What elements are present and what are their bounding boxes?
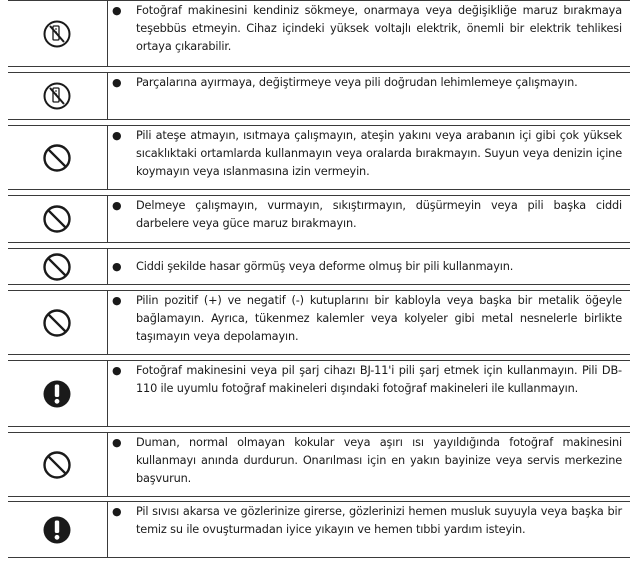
warning-text-block bbox=[112, 434, 622, 488]
warning-text: Fotoğraf makinesini veya pil şarj cihazı BJ-11'i pili şarj etmek için kullanmayın. Pili DB-110 ile uyumlu fotoğraf makineleri dışındaki fotoğraf makineleri ile kullanmayın. bbox=[136, 364, 622, 395]
bullet-point: ● bbox=[112, 436, 122, 449]
column-divider bbox=[107, 73, 108, 119]
no-disassembly-icon bbox=[8, 73, 106, 119]
column-divider bbox=[107, 249, 108, 284]
warning-text: Ciddi şekilde hasar görmüş veya deforme olmuş bir pili kullanmayın. bbox=[136, 260, 514, 273]
bullet-point: ● bbox=[112, 294, 122, 307]
column-divider bbox=[107, 433, 108, 496]
warning-text: Pil sıvısı akarsa ve gözlerinize girerse, gözlerinizi hemen musluk suyuyla veya başka bir temiz su ile ovuşturmadan iyice yıkayın ve hemen tıbbi yardım isteyin. bbox=[136, 505, 622, 536]
column-divider bbox=[107, 196, 108, 242]
warning-text: Delmeye çalışmayın, vurmayın, sıkıştırmayın, düşürmeyin veya pili başka ciddi darbelere veya güce maruz bırakmayın. bbox=[136, 199, 622, 230]
prohibited-icon bbox=[8, 249, 106, 284]
bullet-point: ● bbox=[112, 199, 122, 212]
warning-text-block bbox=[112, 292, 622, 346]
warning-row bbox=[8, 360, 630, 427]
bullet-point: ● bbox=[112, 76, 122, 89]
column-divider bbox=[107, 126, 108, 189]
column-divider bbox=[107, 1, 108, 66]
warning-text: Parçalarına ayırmaya, değiştirmeye veya pili doğrudan lehimlemeye çalışmayın. bbox=[136, 76, 578, 89]
warning-row bbox=[8, 290, 630, 355]
warning-row bbox=[8, 432, 630, 497]
mandatory-action-icon bbox=[8, 361, 106, 426]
prohibited-icon bbox=[8, 291, 106, 354]
warning-row bbox=[8, 195, 630, 243]
warning-text-block bbox=[112, 362, 622, 398]
warning-row bbox=[8, 248, 630, 285]
warning-text: Fotoğraf makinesini kendiniz sökmeye, onarmaya veya değişikliğe maruz bırakmaya teşebbüs etmeyin. Cihaz içindeki yüksek voltajlı elektrik, önemli bir elektrik tehlikesi ortaya çıkarabilir. bbox=[136, 4, 622, 53]
warning-row bbox=[8, 0, 630, 67]
warning-text-block bbox=[112, 2, 622, 56]
warning-row bbox=[8, 125, 630, 190]
warning-text: Duman, normal olmayan kokular veya aşırı ısı yayıldığında fotoğraf makinesini kullanmayı anında durdurun. Onarılması için en yakın bayinize veya servis merkezine başvurun. bbox=[136, 436, 622, 485]
warning-row bbox=[8, 72, 630, 120]
mandatory-action-icon bbox=[8, 502, 106, 557]
warning-text-block bbox=[112, 127, 622, 181]
warning-text-block bbox=[112, 74, 622, 92]
bullet-point: ● bbox=[112, 505, 122, 518]
warning-text: Pili ateşe atmayın, ısıtmaya çalışmayın, ateşin yakını veya arabanın içi gibi çok yüksek sıcaklıktaki ortamlarda kullanmayın veya oralarda bırakmayın. Suyun veya denizin içine koymayın veya ıslanmasına izin vermeyin. bbox=[136, 129, 622, 178]
warning-text-block bbox=[112, 197, 622, 233]
warning-text: Pilin pozitif (+) ve negatif (-) kutuplarını bir kabloyla veya başka bir metalik öğeyle bağlamayın. Ayrıca, tükenmez kalemler veya kolyeler gibi metal nesnelerle birlikte taşımayın veya depolamayın. bbox=[136, 294, 622, 343]
prohibited-icon bbox=[8, 126, 106, 189]
prohibited-icon bbox=[8, 433, 106, 496]
bullet-point: ● bbox=[112, 129, 122, 142]
column-divider bbox=[107, 291, 108, 354]
warning-row bbox=[8, 501, 630, 558]
warning-text-block bbox=[112, 503, 622, 538]
bullet-point: ● bbox=[112, 4, 122, 17]
column-divider bbox=[107, 502, 108, 557]
prohibited-icon bbox=[8, 196, 106, 242]
column-divider bbox=[107, 361, 108, 426]
no-disassembly-icon bbox=[8, 1, 106, 66]
bullet-point: ● bbox=[112, 364, 122, 377]
bullet-point: ● bbox=[112, 260, 122, 273]
warning-text-block bbox=[112, 258, 622, 276]
